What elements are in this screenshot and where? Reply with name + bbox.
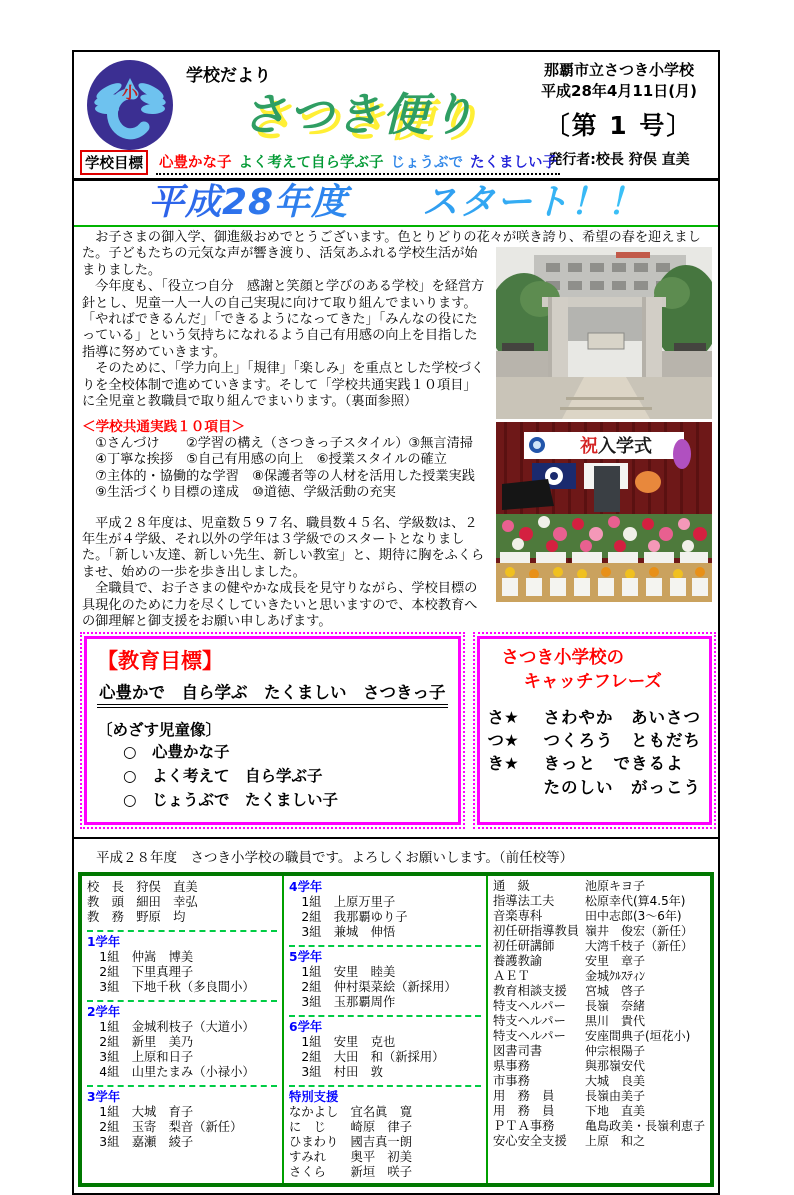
staff-role: 特支ヘルパー <box>492 999 566 1014</box>
staff-section <box>289 945 481 1010</box>
staff-name: 宮城 啓子 <box>584 984 645 999</box>
catchphrase-text: たのしい がっこう <box>543 777 701 797</box>
staff-role: 県事務 <box>492 1059 530 1074</box>
grade-title: 特別支援 <box>289 1090 339 1105</box>
staff-row: すみれ 奥平 初美 <box>289 1150 413 1165</box>
staff-name: 安座間典子(垣花小) <box>584 1029 691 1044</box>
newsletter-title: さつき便り <box>241 88 477 141</box>
catchphrase-line <box>488 729 702 752</box>
staff-row <box>493 1074 705 1089</box>
catchphrase-prefix: つ★ <box>487 731 519 751</box>
goal-text: よく考えて自ら学ぶ子 <box>238 155 384 171</box>
practice-list-title: ＜学校共通実践１０項目＞ <box>82 419 246 436</box>
grade-title: 4学年 <box>289 880 323 895</box>
mezasu-items <box>97 740 448 812</box>
grade-title: 5学年 <box>289 950 323 965</box>
staff-row <box>493 1089 705 1104</box>
staff-table <box>78 872 714 1187</box>
staff-row <box>493 1044 705 1059</box>
staff-row <box>493 1119 705 1134</box>
staff-row <box>493 1104 705 1119</box>
staff-name: 長嶺由美子 <box>584 1089 645 1104</box>
staff-column-2 <box>284 876 488 1183</box>
staff-row <box>493 909 705 924</box>
staff-role: 初任研講師 <box>492 939 555 954</box>
catchphrase-line <box>488 706 702 729</box>
catchphrase-line <box>488 752 702 775</box>
staff-column-1 <box>82 876 284 1183</box>
goal-boxes-row <box>84 636 706 825</box>
staff-row <box>493 1014 705 1029</box>
main-article <box>74 227 718 630</box>
staff-row: 教 務 野原 均 <box>87 910 186 925</box>
staff-section <box>289 1085 481 1180</box>
staff-row <box>493 1029 705 1044</box>
education-goal-title: 【教育目標】 <box>97 649 223 674</box>
staff-section <box>87 1085 277 1150</box>
staff-section <box>87 879 277 925</box>
catchphrase-prefix: き★ <box>487 754 519 774</box>
goal-text: じょうぶで <box>390 155 463 171</box>
school-goal-label: 学校目標 <box>80 150 148 175</box>
staff-row: 1組 大城 育子 <box>87 1105 194 1120</box>
issue-date: 平成28年4月11日(月) <box>541 82 697 100</box>
photos-column <box>496 247 712 605</box>
staff-row: 3組 玉那覇周作 <box>289 995 396 1010</box>
staff-section <box>289 1015 481 1080</box>
staff-row: 2組 下里真理子 <box>87 965 194 980</box>
grade-title: 6学年 <box>289 1020 323 1035</box>
paragraph: お子さまの御入学、御進級おめでとうございます。色とりどりの花々が咲き誇り、希望の春を迎えました。子どもたちの元気な声が響き渡り、活気あふれる学校生活が始まりました。 <box>82 230 701 278</box>
staff-row: 2組 我那覇ゆり子 <box>289 910 408 925</box>
mezasu-item: ○ じょうぶで たくましい子 <box>123 791 339 810</box>
staff-name: 長嶺 奈緒 <box>584 999 645 1014</box>
staff-name: 大湾千枝子（新任） <box>584 939 693 954</box>
staff-row <box>493 894 705 909</box>
education-goal-box <box>84 636 461 825</box>
grade-title: 2学年 <box>87 1005 121 1020</box>
staff-section <box>87 930 277 995</box>
grade-title: 1学年 <box>87 935 121 950</box>
staff-role: 音楽専科 <box>492 909 543 924</box>
catchphrase-text: つくろう ともだち <box>543 731 701 751</box>
staff-row <box>493 954 705 969</box>
staff-role: 教育相談支援 <box>492 984 567 999</box>
staff-role: 図書司書 <box>492 1044 543 1059</box>
practice-item: ⑨生活づくり目標の達成 ⑩道徳、学級活動の充実 <box>82 485 396 501</box>
goal-text: 心豊かな子 <box>159 155 232 171</box>
grade-title: 3学年 <box>87 1090 121 1105</box>
staff-role: 安心安全支援 <box>492 1134 567 1149</box>
entrance-ceremony-photo <box>496 422 712 602</box>
school-name: 那覇市立さつき小学校 <box>543 61 694 79</box>
mezasu-item: ○ 心豊かな子 <box>123 743 230 762</box>
paragraph: そのために、「学力向上」「規律」「楽しみ」を重点とした学校づくりを全校体制で進めていきます。そして「学校共通実践１０項目」に全児童と教職員で取り組んでまいります。（裏面参照） <box>82 361 485 410</box>
staff-row <box>493 879 705 894</box>
staff-row: 2組 玉寄 梨音（新任） <box>87 1120 243 1135</box>
paragraph: 平成２８年度は、児童数５９７名、職員数４５名、学級数は、２年生が４学級、それ以外の学年は３学級でのスタートとなりました。「新しい友達、新しい先生、新しい教室」と、期待に胸をふくらませ、始めの一歩を歩き出しました。 <box>82 515 485 580</box>
staff-role: 市事務 <box>492 1074 530 1089</box>
staff-row: さくら 新垣 咲子 <box>289 1165 413 1180</box>
catchphrase-title-line2: キャッチフレーズ <box>523 671 662 692</box>
staff-row: 4組 山里たまみ（小禄小） <box>87 1065 255 1080</box>
catchphrase-text: きっと できるよ <box>543 754 684 774</box>
paragraph: 全職員で、お子さまの健やかな成長を見守りながら、学校目標の具現化のために力を尽くしていきたいと思いますので、本校教育への御理解と御支援をお願い申しあげます。 <box>82 581 478 629</box>
staff-row: 3組 嘉瀬 綾子 <box>87 1135 194 1150</box>
staff-name: 仲宗根陽子 <box>584 1044 645 1059</box>
staff-row: 2組 仲村渠菜絵（新採用） <box>289 980 457 995</box>
staff-role: 通 級 <box>492 879 530 894</box>
mezasu-subtitle: 〔めざす児童像〕 <box>97 721 222 740</box>
staff-row: に じ 崎原 律子 <box>289 1120 413 1135</box>
practice-item: ①さんづけ ②学習の構え（さつきっ子スタイル）③無言清掃 <box>82 435 473 451</box>
staff-row: 校 長 狩俣 直美 <box>87 880 198 895</box>
staff-role: 特支ヘルパー <box>492 1014 566 1029</box>
staff-row: 教 頭 細田 幸弘 <box>87 895 198 910</box>
staff-role: 用 務 員 <box>492 1104 555 1119</box>
catchphrase-prefix: さ★ <box>487 707 519 727</box>
staff-name: 黒川 貴代 <box>584 1014 645 1029</box>
staff-row: 2組 大田 和（新採用） <box>289 1050 445 1065</box>
staff-name: 上原 和之 <box>584 1134 645 1149</box>
publisher: 発行者:校長 狩俣 直美 <box>548 152 690 168</box>
education-goal-motto: 心豊かで 自ら学ぶ たくましい さつきっ子 <box>97 677 448 708</box>
staff-row: 2組 新里 美乃 <box>87 1035 194 1050</box>
staff-name: 亀島政美・長嶺利恵子 <box>584 1119 705 1134</box>
staff-row <box>493 1059 705 1074</box>
practice-item: ⑦主体的・協働的な学習 ⑧保護者等の人材を活用した授業実践 <box>82 468 475 484</box>
catchphrase-text: さわやか あいさつ <box>543 707 701 727</box>
staff-row <box>493 999 705 1014</box>
ceremony-banner-text: 祝入学式 <box>580 436 652 457</box>
paragraph: 今年度も、「役立つ自分 感謝と笑顔と学びのある学校」を経営方針とし、児童一人一人の自己実現に向けて取り組んでまいります。「やればできるんだ」「できるようになってきた」「みんなの役にたっている」という気持ちになれるよう自己有用感の向上を目指した指導に努めていきます。 <box>82 279 485 360</box>
staff-section <box>289 879 481 940</box>
staff-role: 特支ヘルパー <box>492 1029 566 1044</box>
staff-role: ＡＥＴ <box>492 969 530 984</box>
staff-row: なかよし 宜名眞 寛 <box>289 1105 413 1120</box>
catchphrase-title-line1: さつき小学校の <box>501 648 624 669</box>
practice-item: ④丁寧な挨拶 ⑤自己有用感の向上 ⑥授業スタイルの確立 <box>82 452 447 468</box>
staff-row <box>493 939 705 954</box>
staff-row: 1組 安里 睦美 <box>289 965 396 980</box>
staff-name: 金城ｸﾙｽﾃｨﾝ <box>584 969 645 984</box>
school-gate-photo <box>496 247 712 419</box>
staff-row: 3組 兼城 伸悟 <box>289 925 396 940</box>
staff-column-3 <box>488 876 710 1183</box>
staff-row <box>493 969 705 984</box>
staff-row <box>493 1134 705 1149</box>
logo-kanji: 小 <box>121 83 139 102</box>
staff-row: 3組 上原和日子 <box>87 1050 194 1065</box>
issue-number: 〔第 1 号〕 <box>544 111 694 140</box>
newsletter-page <box>72 50 720 1195</box>
catchphrase-prefix <box>488 776 534 799</box>
staff-row: 1組 上原万里子 <box>289 895 396 910</box>
staff-row: 3組 村田 敦 <box>289 1065 383 1080</box>
staff-role: 指導法工夫 <box>492 894 555 909</box>
goal-text: たくましい子 <box>470 155 557 171</box>
catchphrase-box <box>477 636 713 825</box>
catchphrase-title <box>502 647 702 694</box>
staff-name: 安里 章子 <box>584 954 645 969</box>
school-emblem-logo <box>86 58 174 152</box>
mezasu-item: ○ よく考えて 自ら学ぶ子 <box>123 767 323 786</box>
staff-name: 與那嶺安代 <box>584 1059 645 1074</box>
staff-row: 1組 安里 克也 <box>289 1035 396 1050</box>
staff-name: 池原キヨ子 <box>584 879 645 894</box>
staff-name: 田中志郎(3～6年) <box>584 909 682 924</box>
newsletter-kind-label: 学校だより <box>186 66 271 86</box>
staff-role: ＰＴＡ事務 <box>492 1119 555 1134</box>
catchphrase-line <box>488 776 702 799</box>
staff-name: 嶺井 俊宏（新任） <box>584 924 693 939</box>
staff-role: 養護教諭 <box>492 954 543 969</box>
headline: 平成28年度 スタート！！ <box>74 181 718 227</box>
staff-section <box>87 1000 277 1080</box>
staff-row: 1組 金城利枝子（大道小） <box>87 1020 255 1035</box>
staff-row: 1組 仲嵩 博美 <box>87 950 194 965</box>
staff-role: 初任研指導教員 <box>492 924 580 939</box>
staff-intro: 平成２８年度 さつき小学校の職員です。よろしくお願いします。（前任校等） <box>96 850 574 867</box>
staff-name: 下地 直美 <box>584 1104 645 1119</box>
staff-row: ひまわり 國吉真一朗 <box>289 1135 413 1150</box>
staff-name: 大城 良美 <box>584 1074 645 1089</box>
staff-row <box>493 984 705 999</box>
catchphrase-lines <box>488 706 702 800</box>
staff-row <box>493 924 705 939</box>
school-goals-list <box>156 151 560 175</box>
staff-role: 用 務 員 <box>492 1089 555 1104</box>
header <box>74 52 718 181</box>
staff-name: 松原幸代(算4.5年) <box>584 894 686 909</box>
staff-row: 3組 下地千秋（多良間小） <box>87 980 255 995</box>
school-goal-row <box>80 150 560 175</box>
